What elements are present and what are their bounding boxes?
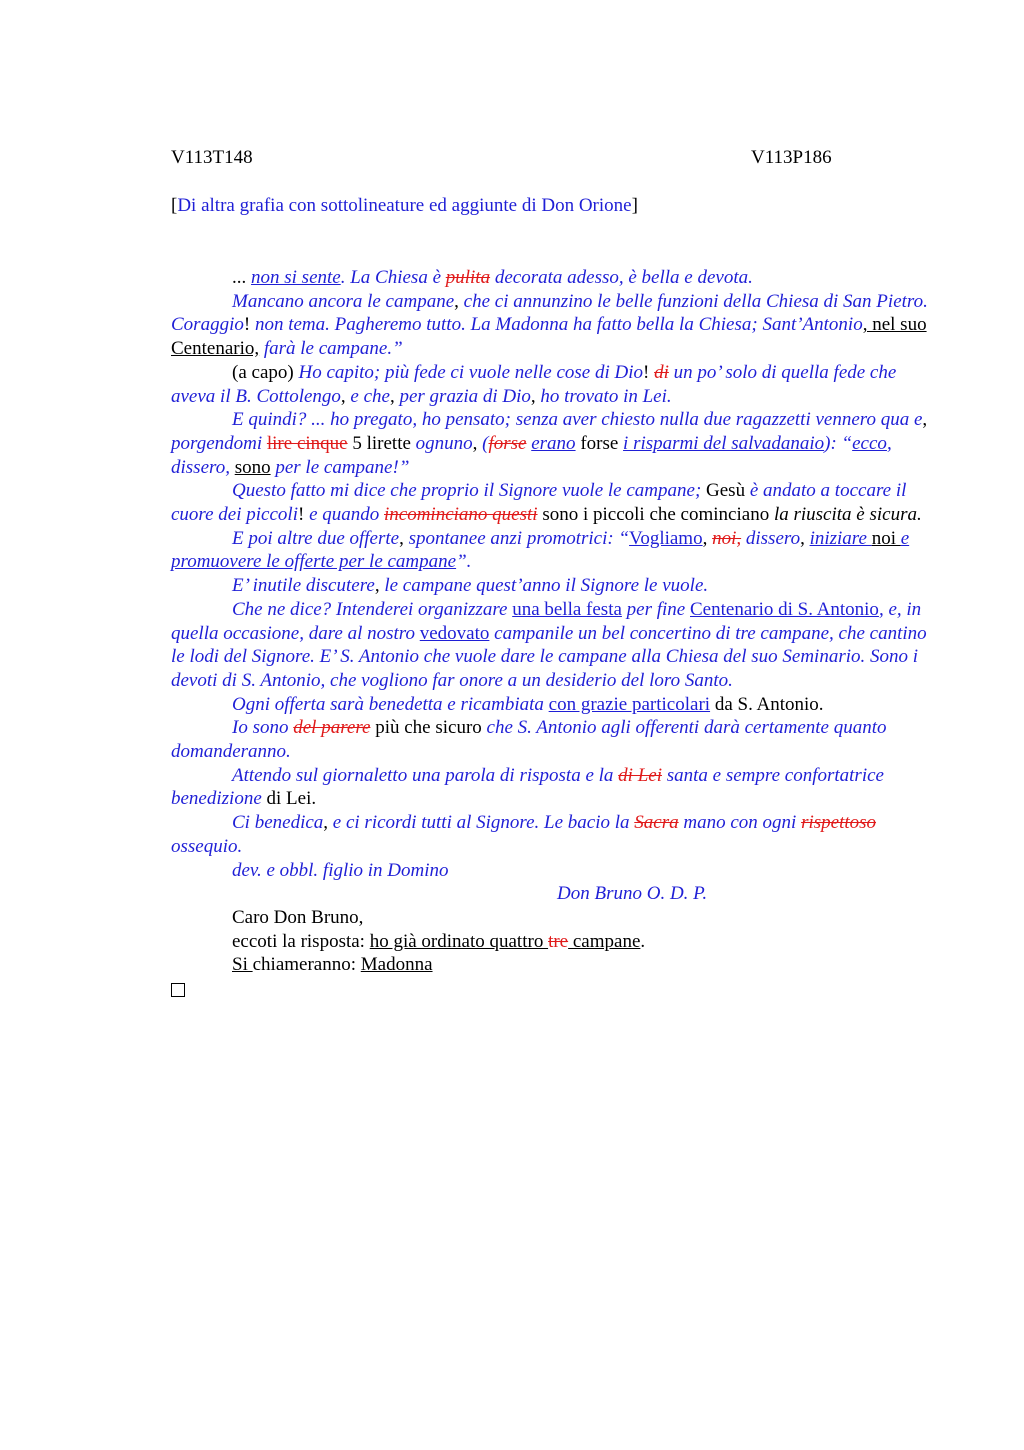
underlined-text: noi [871, 527, 901, 549]
text-run: Questo fatto mi dice che proprio il Signore vuole le campane; [232, 480, 702, 502]
underlined-text: vedovato [419, 622, 490, 644]
text-run: eccoti la risposta: [232, 930, 370, 952]
text-run: spontanee anzi promotrici: “ [408, 527, 630, 549]
text-run: Ho capito; più fede ci vuole nelle cose di Dio [298, 361, 644, 383]
text-run: , [454, 290, 464, 312]
text-run: . La Chiesa è [340, 267, 446, 288]
text-run: e quando [309, 504, 384, 526]
text-run: decorata adesso, è bella e devota. [490, 267, 753, 288]
text-run: Che ne dice? Intenderei organizzare [232, 598, 513, 620]
struck-text: tre [548, 930, 569, 952]
text-run: Gesù [701, 480, 750, 502]
text-run: un po’ solo di quella fede che aveva il B. Cottolengo [171, 361, 897, 407]
paragraph-12 [171, 811, 941, 858]
text-run: ( [482, 432, 489, 454]
letter-body [171, 266, 941, 1004]
header-right-code: V113P186 [751, 147, 832, 168]
struck-text: di Lei [618, 764, 662, 786]
text-run: ”. [456, 551, 472, 573]
paragraph-9 [171, 693, 941, 717]
underlined-text: ho già ordinato quattro [369, 930, 549, 952]
text-run: chiameranno: [252, 954, 361, 976]
text-run: sono i piccoli che cominciano [537, 504, 774, 526]
closing-formula: dev. e obbl. figlio in Domino [232, 859, 449, 881]
text-run: Attendo sul giornaletto una parola di risposta e la [232, 764, 619, 786]
end-marker [171, 977, 941, 1004]
text-run: , e, in quella occasione, dare al nostro [171, 598, 922, 644]
text-run: Mancano ancora le campane [232, 290, 455, 312]
paragraph-8 [171, 598, 941, 693]
text-run: E quindi? ... ho pregato, ho pensato; senza aver chiesto nulla due ragazzetti vennero qua e [232, 409, 923, 431]
underlined-text: Vogliamo [629, 527, 703, 549]
text-run: Ci benedica [232, 812, 324, 834]
text-run: , [389, 385, 400, 407]
paragraph-1 [171, 266, 941, 290]
text-run: (a capo) [232, 361, 299, 383]
text-run: e che [350, 385, 390, 407]
struck-text: lire cinque [266, 432, 348, 454]
text-run: forse [575, 432, 624, 454]
paragraph-2 [171, 290, 941, 361]
text-run: per le campane [270, 456, 393, 478]
struck-text: Sacra [634, 812, 679, 834]
text-run: , [374, 575, 385, 597]
paragraph-11 [171, 764, 941, 811]
struck-text: pulita [445, 267, 491, 288]
text-run: per grazia di Dio [399, 385, 531, 407]
text-run: . [640, 930, 646, 952]
text-run: campanile un bel concertino di tre campane, che cantino le lodi del Signore. E’ S. Antonio che vuole dare le campane alla Chiesa del suo Seminario. Sono i devoti di S. Antonio, che vogliono far onore a un desiderio del loro Santo. [171, 622, 927, 691]
text-run: più che sicuro [370, 717, 487, 739]
text-run: , [800, 527, 810, 549]
paragraph-10 [171, 716, 941, 763]
underlined-text: iniziare [809, 527, 872, 549]
underlined-text: con grazie particolari [548, 693, 711, 715]
paragraph-4 [171, 408, 941, 479]
text-run: per fine [621, 598, 690, 620]
signature: Don Bruno O. D. P. [557, 883, 708, 905]
note-close-bracket: ] [631, 195, 638, 216]
struck-text: rispettoso [801, 812, 877, 834]
text-run: , [323, 812, 333, 834]
text-run: , [702, 527, 713, 549]
text-run: ! [643, 361, 655, 383]
text-run: dissero [741, 527, 801, 549]
text-run: e ci ricordi tutti al Signore. Le bacio la [332, 812, 635, 834]
text-run: da S. Antonio. [710, 693, 824, 715]
text-run: E poi altre due offerte [232, 527, 400, 549]
text-run: ossequio. [171, 835, 243, 857]
struck-text: del parere [293, 717, 371, 739]
underlined-text: non si sente [251, 267, 341, 288]
text-run: , dissero, [171, 432, 892, 478]
text-run: porgendomi [171, 432, 267, 454]
note-text: Di altra grafia con sottolineature ed aggiunte di Don Orione [177, 195, 632, 216]
paragraph-3 [171, 361, 941, 408]
text-run: santa e sempre confortatrice benedizione [171, 764, 884, 810]
editorial-note [171, 194, 638, 218]
text-run: !” [392, 456, 410, 478]
underlined-text: i risparmi del salvadanaio [623, 432, 825, 454]
text-run: , [922, 409, 928, 431]
paragraph-6 [171, 527, 941, 574]
paragraph-7 [171, 574, 941, 598]
text-run: ! [297, 504, 310, 526]
underlined-text: una bella festa [512, 598, 622, 620]
text-run: non tema. Pagheremo tutto. La Madonna ha fatto bella la Chiesa; Sant’Antonio [254, 314, 863, 336]
underlined-text: Madonna [360, 954, 433, 976]
underlined-text: e promuovere le offerte per le campane [171, 527, 910, 573]
text-run: ho trovato in Lei. [540, 385, 672, 407]
paragraph-5 [171, 479, 941, 526]
text-run: che S. Antonio agli offerenti darà certamente quanto domanderanno. [171, 717, 887, 763]
underlined-text: Centenario di S. Antonio [690, 598, 879, 620]
text-run: Ogni offerta sarà benedetta e ricambiata [232, 693, 549, 715]
text-run: E’ inutile discutere [232, 575, 375, 597]
struck-text: forse [488, 432, 527, 454]
checkbox-square-icon [171, 983, 185, 997]
reply-line-2 [171, 953, 941, 977]
text-run: , [399, 527, 409, 549]
underlined-text: Si [232, 954, 253, 976]
text-run: , [530, 385, 541, 407]
text-run: ): “ [824, 432, 853, 454]
text-run: Io sono [232, 717, 294, 739]
text-run: ! [243, 314, 255, 336]
text-run: ... [232, 267, 251, 288]
text-run: , [472, 432, 483, 454]
underlined-text: sono [234, 456, 271, 478]
text-run: 5 lirette [347, 432, 416, 454]
struck-text: di [654, 361, 669, 383]
reply-greeting: Caro Don Bruno, [232, 906, 364, 928]
text-run: la riuscita è sicura. [773, 504, 922, 526]
underlined-text: campane [568, 930, 641, 952]
text-run: di Lei. [261, 788, 317, 810]
struck-text: noi, [712, 527, 742, 549]
reply-line-1 [171, 930, 941, 954]
header-left-code: V113T148 [171, 147, 253, 168]
text-run: è andato a toccare il cuore dei piccoli [171, 480, 907, 526]
text-run: mano con ogni [678, 812, 802, 834]
text-run: , [340, 385, 351, 407]
struck-text: incominciano questi [384, 504, 538, 526]
underlined-text: , nel suo Centenario, [171, 314, 927, 360]
underlined-text: ecco [852, 432, 887, 454]
note-open-bracket: [ [171, 195, 178, 216]
text-run: che ci annunzino le belle funzioni della Chiesa di San Pietro. Coraggio [171, 290, 928, 336]
text-run: ognuno [415, 432, 473, 454]
text-run: farà le campane.” [259, 338, 403, 360]
underlined-text: erano [531, 432, 576, 454]
text-run: le campane quest’anno il Signore le vuole. [384, 575, 709, 597]
